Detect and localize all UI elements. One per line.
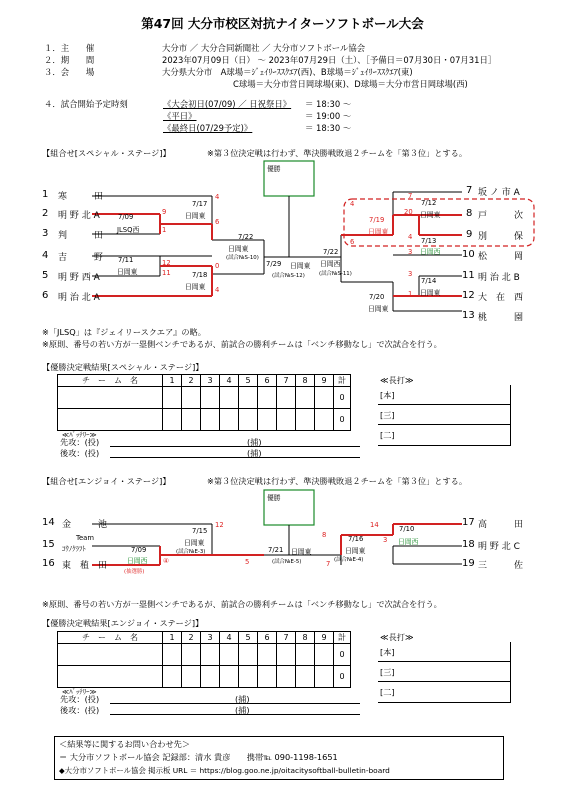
- team-name: 明 治 北 A: [58, 293, 100, 303]
- special-result-header: 【優勝決定戦結果[スペシャル・ステージ]】: [42, 362, 204, 372]
- game-date: 7/09: [131, 546, 147, 554]
- inning-header: 5: [239, 375, 258, 387]
- catcher-label: (捕): [247, 448, 262, 458]
- special-champion-label: 優勝: [267, 165, 281, 173]
- score-cell: [239, 387, 258, 409]
- score-cell: [182, 666, 201, 688]
- team-name: 三 佐: [478, 561, 524, 571]
- team-cell: [58, 387, 163, 409]
- team-name: 桃 園: [478, 313, 524, 323]
- team-name: 明 野 北 A: [58, 211, 100, 221]
- score-cell: [163, 644, 182, 666]
- score-cell: [182, 409, 201, 431]
- team-no: 11: [462, 270, 475, 281]
- score-cell: [296, 409, 315, 431]
- score-cell: [201, 387, 220, 409]
- score-cell: [201, 666, 220, 688]
- score-cell: [277, 409, 296, 431]
- page-title: 第47回 大分市校区対抗ナイターソフトボール大会: [141, 16, 424, 31]
- game-score: 1: [408, 290, 413, 298]
- battery-label: ≪ﾊﾞｯﾃﾘｰ≫: [62, 431, 97, 439]
- game-venue: 日岡東: [184, 539, 205, 547]
- team-no: 6: [42, 290, 49, 301]
- venue-line-2: C球場＝大分市営日岡球場(東)、D球場＝大分市営日岡球場(西): [233, 79, 468, 89]
- score-cell: [315, 387, 334, 409]
- score-cell: [163, 387, 182, 409]
- enjoy-footnote: ※原則、番号の若い方が一塁側ベンチであるが、前試合の勝利チームは「ベンチ移動なし」で次試合を行う。: [42, 599, 442, 609]
- inning-header: 5: [239, 632, 258, 644]
- inning-header: 1: [163, 375, 182, 387]
- game-venue: 日岡東: [185, 283, 206, 291]
- game-score: 4: [215, 286, 220, 294]
- game-venue: 日岡東: [345, 547, 366, 555]
- final-venue: 日岡東: [291, 548, 312, 556]
- start-1-label: 《大会初日(07/09) ／ 日祝祭日》: [163, 99, 292, 109]
- team-cell: [58, 644, 163, 666]
- game-venue: 日岡東: [228, 245, 249, 253]
- game-venue: 日岡東: [117, 268, 138, 276]
- final-number: (試合№E-5): [272, 559, 302, 565]
- team-no: 7: [466, 185, 473, 196]
- team-name: 明 野 北 C: [478, 542, 520, 552]
- game-venue: JLSQ西: [117, 226, 140, 234]
- final-score-right: 7: [326, 560, 331, 568]
- team-name: 別 保: [478, 232, 524, 242]
- home-run-label: [本]: [380, 390, 395, 400]
- score-cell: [258, 387, 277, 409]
- inning-header: 9: [315, 632, 334, 644]
- team-no: 8: [466, 208, 473, 219]
- contact-line-2: ◆大分市ソフトボール協会 掲示板 URL ＝ https://blog.goo.ne.jp/oitacitysoftball-bulletin-board: [59, 766, 390, 775]
- score-cell: [201, 644, 220, 666]
- second-attack: 後攻：(投): [60, 705, 100, 715]
- game-date: 7/09: [118, 213, 134, 221]
- total-cell: 0: [334, 387, 351, 409]
- team-name: 明 野 西 A: [58, 273, 100, 283]
- team-no: 12: [462, 290, 475, 301]
- team-name: 東 稙 田: [62, 561, 108, 571]
- inning-header: 6: [258, 375, 277, 387]
- inning-header: 7: [277, 375, 296, 387]
- team-cell: [58, 666, 163, 688]
- team-column-header: チ ー ム 名: [58, 375, 163, 387]
- second-attack: 後攻：(投): [60, 448, 100, 458]
- game-date: 7/22: [323, 248, 339, 256]
- game-score: ④: [163, 557, 170, 565]
- team-no: 14: [42, 517, 55, 528]
- team-cell: [58, 409, 163, 431]
- long-hit-label: ≪長打≫: [380, 375, 414, 385]
- score-cell: [258, 644, 277, 666]
- score-cell: [239, 409, 258, 431]
- team-no: 2: [42, 208, 49, 219]
- enjoy-champion-label: 優勝: [267, 494, 281, 502]
- team-name: Team: [76, 534, 94, 542]
- score-cell: [220, 666, 239, 688]
- game-venue: 日岡西: [320, 260, 341, 268]
- game-date: 7/12: [421, 199, 437, 207]
- venue-line-1: 大分県大分市 A球場＝ｼﾞｪｲﾘｰｽｽｸｴｱ(西)、B球場＝ｼﾞｪｲﾘｰｽｽｸｴｱ(東): [162, 67, 413, 77]
- score-cell: [277, 644, 296, 666]
- game-date: 7/11: [118, 256, 134, 264]
- team-column-header: チ ー ム 名: [58, 632, 163, 644]
- total-cell: 0: [334, 409, 351, 431]
- game-note: (抽選勝): [124, 569, 145, 575]
- score-cell: [182, 387, 201, 409]
- score-cell: [201, 409, 220, 431]
- enjoy-scoreboard: [57, 631, 351, 688]
- long-hit-box: [378, 385, 511, 446]
- game-score: 4: [350, 200, 355, 208]
- team-no: 13: [462, 310, 475, 321]
- total-cell: 0: [334, 666, 351, 688]
- game-score: 3: [383, 536, 388, 544]
- game-date: 7/17: [192, 200, 208, 208]
- score-cell: [239, 644, 258, 666]
- total-header: 計: [334, 375, 351, 387]
- game-number: (試合№E-4): [334, 557, 364, 563]
- score-cell: [258, 409, 277, 431]
- team-name-2: ｺｳﾉｸﾗﾌﾄ: [62, 545, 86, 553]
- start-3-label: 《最終日(07/29予定)》: [163, 123, 253, 133]
- game-date: 7/16: [348, 535, 364, 543]
- start-2-label: 《平日》: [163, 111, 197, 121]
- game-score: 11: [162, 269, 171, 277]
- game-score: 6: [350, 238, 355, 246]
- score-cell: [182, 644, 201, 666]
- score-cell: [220, 387, 239, 409]
- inning-header: 6: [258, 632, 277, 644]
- game-score: 7: [408, 192, 413, 200]
- team-no: 5: [42, 270, 49, 281]
- long-hit-label: ≪長打≫: [380, 632, 414, 642]
- special-header: 【組合せ[スペシャル・ステージ]】: [42, 148, 171, 158]
- game-score: 20: [404, 208, 413, 216]
- game-date: 7/13: [421, 237, 437, 245]
- game-score: 3: [408, 248, 413, 256]
- total-header: 計: [334, 632, 351, 644]
- inning-header: 2: [182, 632, 201, 644]
- contact-line-1: ＝ 大分市ソフトボール協会 記録部：清水 貴彦 携帯℡ 090-1198-1651: [59, 752, 338, 762]
- score-cell: [220, 644, 239, 666]
- game-number: (試合№S-11): [319, 271, 352, 277]
- start-1-time: ＝ 18:30 ～: [305, 99, 352, 109]
- final-date: 7/29: [266, 260, 282, 268]
- team-no: 16: [42, 558, 55, 569]
- score-cell: [315, 409, 334, 431]
- score-cell: [296, 387, 315, 409]
- team-no: 1: [42, 189, 49, 200]
- team-name: 判 田: [58, 231, 104, 241]
- game-score: 0: [215, 262, 220, 270]
- team-name: 寒 田: [58, 192, 104, 202]
- game-number: (試合№S-10): [226, 255, 259, 261]
- special-footnote-2: ※原則、番号の若い方が一塁側ベンチであるが、前試合の勝利チームは「ベンチ移動なし」で次試合を行う。: [42, 339, 442, 349]
- triple-label: [三]: [380, 410, 395, 420]
- score-cell: [296, 644, 315, 666]
- venue-label: ３．会 場: [44, 67, 95, 77]
- game-number: (試合№E-3): [176, 549, 206, 555]
- final-venue: 日岡東: [290, 262, 311, 270]
- team-no: 18: [462, 539, 475, 550]
- game-venue: 日岡東: [185, 212, 206, 220]
- game-venue: 日岡西: [398, 538, 419, 546]
- start-3-time: ＝ 18:30 ～: [305, 123, 352, 133]
- final-number: (試合№S-12): [272, 273, 305, 279]
- enjoy-note: ※第３位決定戦は行わず、準決勝戦敗退２チームを「第３位」とする。: [207, 476, 468, 486]
- organizer: 大分市 ／ 大分合同新聞社 ／ 大分市ソフトボール協会: [162, 43, 366, 53]
- score-cell: [239, 666, 258, 688]
- inning-header: 4: [220, 632, 239, 644]
- final-score-left: 5: [245, 558, 250, 566]
- game-score: 12: [215, 521, 224, 529]
- inning-header: 1: [163, 632, 182, 644]
- period-label: ２．期 間: [44, 55, 95, 65]
- game-venue: 日岡東: [420, 289, 441, 297]
- game-date: 7/10: [399, 525, 415, 533]
- score-cell: [163, 409, 182, 431]
- team-no: 3: [42, 228, 49, 239]
- game-score: 6: [215, 218, 220, 226]
- final-date: 7/21: [268, 546, 284, 554]
- catcher-label: (捕): [247, 437, 262, 447]
- first-attack: 先攻：(投): [60, 694, 100, 704]
- game-score: 3: [408, 270, 413, 278]
- inning-header: 4: [220, 375, 239, 387]
- double-label: [二]: [380, 430, 395, 440]
- catcher-label: (捕): [235, 694, 250, 704]
- team-name: 吉 野: [58, 253, 104, 263]
- team-no: 9: [466, 229, 473, 240]
- inning-header: 9: [315, 375, 334, 387]
- score-cell: [277, 666, 296, 688]
- game-date: 7/15: [192, 527, 208, 535]
- battery-label: ≪ﾊﾞｯﾃﾘｰ≫: [62, 688, 97, 696]
- team-name: 坂 ノ 市 A: [478, 188, 520, 198]
- team-name: 松 岡: [478, 252, 524, 262]
- special-footnote-1: ※「JLSQ」は『ジェイリースクエア』の略。: [42, 327, 206, 337]
- enjoy-header: 【組合せ[エンジョイ・ステージ]】: [42, 476, 171, 486]
- score-cell: [315, 666, 334, 688]
- contact-box: [54, 736, 504, 780]
- start-label: ４．試合開始予定時刻: [44, 99, 128, 109]
- special-scoreboard: [57, 374, 351, 431]
- contact-title: ＜結果等に関するお問い合わせ先＞: [59, 739, 191, 749]
- team-no: 4: [42, 250, 49, 261]
- team-name: 戸 次: [478, 211, 524, 221]
- game-date: 7/22: [238, 233, 254, 241]
- inning-header: 3: [201, 375, 220, 387]
- enjoy-result-header: 【優勝決定戦結果[エンジョイ・ステージ]】: [42, 618, 204, 628]
- score-cell: [277, 387, 296, 409]
- special-note: ※第３位決定戦は行わず、準決勝戦敗退２チームを「第３位」とする。: [207, 148, 468, 158]
- team-no: 10: [462, 249, 475, 260]
- team-name: 金 池: [62, 520, 108, 530]
- score-cell: [258, 666, 277, 688]
- inning-header: 2: [182, 375, 201, 387]
- score-cell: [163, 666, 182, 688]
- team-no: 17: [462, 517, 475, 528]
- game-venue: 日岡東: [368, 228, 389, 236]
- triple-label: [三]: [380, 667, 395, 677]
- inning-header: 7: [277, 632, 296, 644]
- game-venue: 日岡東: [368, 305, 389, 313]
- team-no: 15: [42, 539, 55, 550]
- game-venue: 日岡西: [420, 248, 441, 256]
- total-cell: 0: [334, 644, 351, 666]
- game-date: 7/18: [192, 271, 208, 279]
- long-hit-box: [378, 642, 511, 703]
- inning-header: 3: [201, 632, 220, 644]
- game-date: 7/20: [369, 293, 385, 301]
- game-score: 8: [322, 531, 327, 539]
- game-venue: 日岡西: [127, 557, 148, 565]
- team-name: 大 在 西: [478, 293, 524, 303]
- game-score: 4: [408, 233, 413, 241]
- team-name: 明 治 北 B: [478, 273, 520, 283]
- home-run-label: [本]: [380, 647, 395, 657]
- team-no: 19: [462, 558, 475, 569]
- organizer-label: １．主 催: [44, 43, 95, 53]
- team-name: 高 田: [478, 520, 524, 530]
- game-venue: 日岡東: [420, 211, 441, 219]
- first-attack: 先攻：(投): [60, 437, 100, 447]
- score-cell: [296, 666, 315, 688]
- game-score: 12: [162, 259, 171, 267]
- game-date: 7/14: [421, 277, 437, 285]
- start-2-time: ＝ 19:00 ～: [305, 111, 352, 121]
- score-cell: [315, 644, 334, 666]
- game-score: 9: [162, 208, 167, 216]
- catcher-label: (捕): [235, 705, 250, 715]
- period: 2023年07月09日（日） ～ 2023年07月29日（土）、［予備日＝07月30日・07月31日］: [162, 55, 497, 65]
- game-score: 14: [370, 521, 379, 529]
- inning-header: 8: [296, 375, 315, 387]
- inning-header: 8: [296, 632, 315, 644]
- game-date: 7/19: [369, 216, 385, 224]
- game-score: 1: [162, 226, 167, 234]
- double-label: [二]: [380, 687, 395, 697]
- game-score: 4: [215, 193, 220, 201]
- score-cell: [220, 409, 239, 431]
